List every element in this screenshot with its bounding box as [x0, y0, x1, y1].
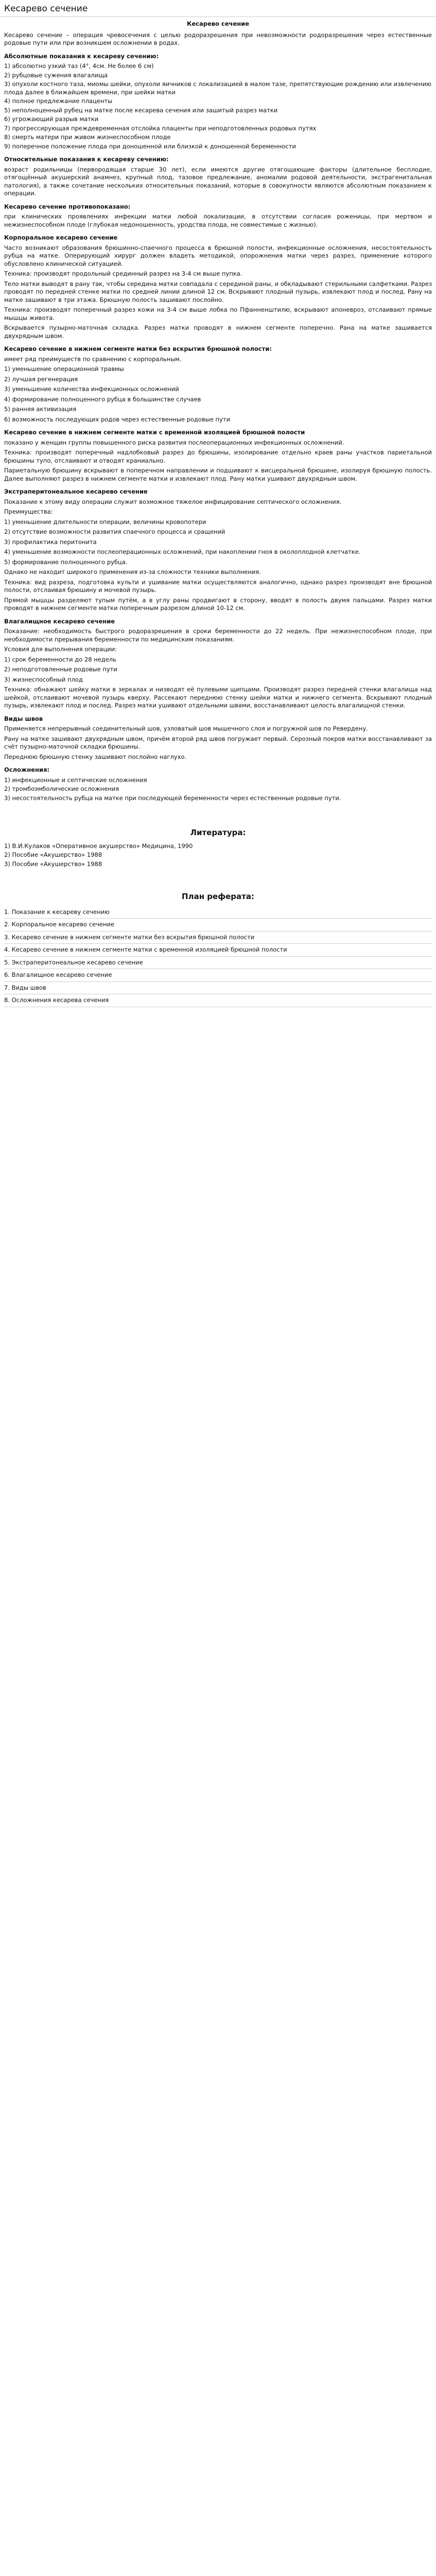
plan-item: 6. Влагалищное кесарево сечение: [4, 969, 432, 982]
list-item: 7) прогрессирующая преждевременная отслойка плаценты при неподготовленных родовых путях: [4, 124, 317, 132]
section-heading: Кесарево сечение противопоказано:: [4, 202, 131, 210]
list-item: 1) абсолютно узкий таз (4°, 4см. Не более 6 см): [4, 62, 154, 70]
section-paragraph: при клинических проявлениях инфекции матки любой локализации, в отсутствии согласия роженицы, при мертвом и нежизнеспособном плоде (глубокая недоношенность, уродства плода, не совместимые с жизнью).: [4, 213, 432, 228]
list-item: 9) поперечное положение плода при доношенной или близкой к доношенной беременности: [4, 142, 296, 150]
list-item: 5) неполноценный рубец на матке после кесарева сечения или зашитый разрез матки: [4, 106, 278, 114]
section-paragraph: Часто возникают образования брюшинно-спаечного процесса в брюшной полости, инфекционные осложнения, несостоятельность рубца на матке. Оперирующий хирург должен владеть методикой, опорожнения матки через разрез, применение которого обусловлено клинической ситуацией.: [4, 244, 432, 267]
literature-item: 3) Пособие «Акушерство» 1988: [4, 860, 102, 868]
list-item: 2) рубцовые сужения влагалища: [4, 71, 108, 79]
document-body: [0, 20, 436, 1018]
section-paragraph: Показание к этому виду операции служит возможное тяжелое инфицирование септического осложнения.: [4, 498, 342, 505]
section-paragraph: 4) формирование полноценного рубца в большинстве случаев: [4, 395, 201, 403]
sections-container: [4, 31, 432, 803]
section: [4, 31, 432, 47]
spacer: [4, 869, 432, 878]
section-paragraph: 5) формирование полноценного рубца.: [4, 558, 128, 566]
section-paragraph: Прямой мышцы разделяют тупым путём, а в углу раны продвигают в сторону, вводят в полость двумя пальцами. Разрез матки проводят в нижнем сегменте матки поперечным разрезом длиной 10-12 см.: [4, 596, 432, 612]
section-paragraph: Париетальную брюшину вскрывают в поперечном направлении и подшивают к висцеральной брюшине, изолируя брюшную полость. Далее выполняют разрез в нижнем сегменте матки и извлекают плод. Рану матки ушивают двухрядным швом.: [4, 467, 432, 482]
literature-item: 1) В.И.Кулаков «Оперативное акушерство» Медицина, 1990: [4, 842, 193, 850]
list-item: 4) полное предлежание плаценты: [4, 97, 113, 105]
section-paragraph: Кесарево сечение – операция чревосечения с целью родоразрешения при невозможности родоразрешения через естественные родовые пути или при возникшем осложнении в родах.: [4, 31, 432, 46]
section-paragraph: Вскрывается пузырно-маточная складка. Разрез матки проводят в нижнем сегменте поперечно. Рана на матке зашивается двухрядным швом.: [4, 324, 432, 340]
section-paragraph: 2) отсутствие возможности развития спаечного процесса и сращений: [4, 528, 225, 535]
section-heading: Относительные показания к кесареву сечению:: [4, 156, 169, 163]
section-paragraph: Техника: обнажают шейку матки в зеркалах и низводят её пулевыми щипцами. Производят разрез передней стенки влагалища над шейкой, отслаивают мочевой пузырь кверху. Рассекают переднюю стенку шейки матки и нижнего сегмента. Вскрывают плодный пузырь, извлекают плод и послед. Разрез матки ушивают отдельными швами, восстанавливают целость влагалищной стенки.: [4, 686, 432, 709]
section-paragraph: 1) уменьшение длительности операции, величины кровопотери: [4, 518, 206, 526]
section-heading: Экстраперитонеальное кесарево сечение: [4, 488, 148, 495]
plan-item: 8. Осложнения кесарева сечения: [4, 994, 432, 1007]
section: [4, 766, 432, 802]
section-heading: Осложнения:: [4, 766, 50, 773]
list-item: 8) смерть матери при живом жизнеспособном плоде: [4, 133, 171, 141]
section-paragraph: 2) неподготовленные родовые пути: [4, 666, 117, 673]
section: [4, 156, 432, 198]
document-heading: Кесарево сечение: [186, 20, 250, 27]
section-paragraph: 1) срок беременности до 28 недель: [4, 655, 116, 663]
section-paragraph: Рану на матке зашивают двухрядным швом, причём второй ряд швов погружает первый. Серозный покров матки восстанавливают за счёт пузырно-маточной складки брюшины.: [4, 735, 432, 750]
literature-item: 2) Пособие «Акушерство» 1988: [4, 851, 102, 858]
section-paragraph: Техника: производят поперечный разрез кожи на 3-4 см выше лобка по Пфанненштилю, вскрывают апоневроз, отслаивают прямые мышцы живота.: [4, 306, 432, 321]
literature-list: [4, 842, 432, 869]
plan-item: 7. Виды швов: [4, 982, 432, 995]
section-heading: Кесарево сечение в нижнем сегменте матки с временной изоляцией брюшной полости: [4, 429, 305, 436]
section-paragraph: Техника: производят продольный срединный разрез на 3-4 см выше пупка.: [4, 270, 242, 277]
spacer: [4, 805, 432, 815]
section-paragraph: 3) профилактика перитонита: [4, 538, 97, 546]
section-paragraph: 4) уменьшение возможности послеоперационных осложнений, при накоплении гноя в околоплодной клетчатке.: [4, 548, 361, 555]
section-paragraph: 2) лучшая регенерация: [4, 375, 78, 383]
section: [4, 488, 432, 613]
list-item: 3) несостоятельность рубца на матке при последующей беременности через естественные родовые пути.: [4, 794, 341, 802]
section: [4, 53, 432, 151]
list-item: 3) опухоли костного таза, миомы шейки, опухоли яичников с локализацией в малом тазе, препятствующие рождению или извлечению плода далее в ближайшем времени, при шейки матки: [4, 80, 431, 96]
section-heading: Кесарево сечение в нижнем сегменте матки без вскрытия брюшной полости:: [4, 345, 272, 352]
section: [4, 345, 432, 423]
literature-title: Литература:: [190, 828, 246, 837]
plan-item: 3. Кесарево сечение в нижнем сегменте матки без вскрытия брюшной полости: [4, 931, 432, 944]
section-heading: Виды швов: [4, 715, 43, 722]
list-item: 1) инфекционные и септические осложнения: [4, 776, 147, 784]
section-paragraph: Однако не находит широкого применения из-за сложности техники выполнения.: [4, 568, 261, 575]
section-paragraph: показано у женщин группы повышенного риска развития послеоперационных инфекционных осложнений.: [4, 438, 344, 446]
section-paragraph: Условия для выполнения операции:: [4, 646, 117, 653]
section-paragraph: Тело матки выводят в рану так, чтобы середина матки совпадала с серединой раны, и обкладывают стерильными салфетками. Разрез проводят по передней стенке матки по средней линии длиной 12 см. Вскрывают плодный пузырь, извлекают плод и послед. Рану на матке зашивают в три этажа. Брюшную полость зашивают послойно.: [4, 280, 432, 303]
section-paragraph: 3) уменьшение количества инфекционных осложнений: [4, 385, 179, 393]
plan-title: План реферата:: [182, 892, 254, 901]
section-heading: Абсолютные показания к кесареву сечению:: [4, 52, 159, 60]
section-paragraph: Техника: вид разреза, подготовка культи и ушивание матки осуществляются аналогично, однако разрез производят вне брюшной полости, отслаивая брюшину и мочевой пузырь.: [4, 578, 432, 594]
section: [4, 234, 432, 340]
section-heading: Корпоральное кесарево сечение: [4, 234, 118, 241]
section: [4, 715, 432, 761]
list-item: 2) тромбоэмболические осложнения: [4, 785, 119, 792]
section-heading: Влагалищное кесарево сечение: [4, 617, 115, 625]
list-item: 6) угрожающий разрыв матки: [4, 115, 99, 123]
section-paragraph: 1) уменьшение операционной травмы: [4, 365, 124, 372]
section-paragraph: Показание: необходимость быстрого родоразрешения в сроки беременности до 22 недель. При нежизнеспособном плоде, при необходимости прерывания беременности по медицинским показаниям.: [4, 628, 432, 643]
section-paragraph: возраст родильницы (первородящая старше 30 лет), если имеются другие отягощающие факторы (длительное бесплодие, отягощённый акушерский анамнез, крупный плод, тазовое предлежание, аномалии родовой деятельности, экстрагенитальная патология), а также сочетание нескольких относительных показаний, которые в совокупности являются абсолютным показанием к операции.: [4, 165, 432, 197]
section-paragraph: Преимущества:: [4, 508, 53, 515]
section-paragraph: Применяется непрерывный соединительный шов, узловатый шов мышечного слоя и погружной шов по Ревердену.: [4, 725, 368, 732]
section-paragraph: 3) жизнеспособный плод: [4, 675, 83, 683]
section-paragraph: 5) ранняя активизация: [4, 405, 77, 413]
section: [4, 429, 432, 483]
section-paragraph: Переднюю брюшную стенку зашивают послойно наглухо.: [4, 753, 187, 760]
section: [4, 203, 432, 229]
section-paragraph: Техника: производят поперечный надлобковый разрез до брюшины, изолирование отдельно краев раны участков париетальной брюшины тупо, отслаивают и отводят краниально.: [4, 449, 432, 464]
section-paragraph: 6) возможность последующих родов через естественные родовые пути: [4, 415, 231, 423]
plan-item: 2. Корпоральное кесарево сечение: [4, 919, 432, 931]
section: [4, 618, 432, 710]
plan-item: 5. Экстраперитонеальное кесарево сечение: [4, 957, 432, 970]
plan-item: 1. Показание к кесареву сечению: [4, 906, 432, 919]
page-title: Кесарево сечение: [0, 0, 436, 17]
section-paragraph: имеет ряд преимуществ по сравнению с корпоральным.: [4, 355, 182, 363]
plan-item: 4. Кесарево сечение в нижнем сегменте матки с временной изоляцией брюшной полости: [4, 944, 432, 957]
plan-list: [4, 906, 432, 1007]
